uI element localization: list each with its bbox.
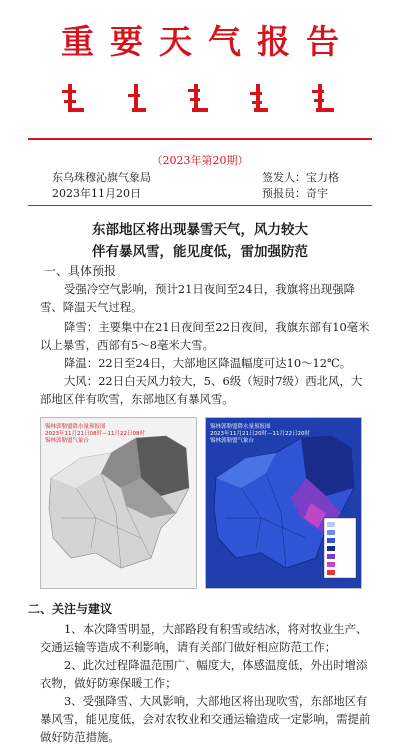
header-thin-rule [28,205,372,206]
precipitation-map-color [205,417,362,589]
advice-item-1: 1、本次降雪明显，大部路段有积雪或结冰，将对牧业生产、交通运输等造成不利影响，请有关部门做好相应防范工作； [40,622,368,654]
issue-number: （2023年第20期） [151,154,249,167]
snow-forecast: 降雪：主要集中在21日夜间至22日夜间，我旗东部有10毫米以上暴雪，西部有5～8毫米大雪。 [40,320,370,352]
forecaster-line: 预报员：奇宇 [262,187,328,200]
advice-item-3: 3、受强降雪、大风影响，大部地区将出现吹雪，东部地区有暴风雪，能见度低，会对农牧业和交通运输造成一定影响，需提前做好防范措施。 [40,694,371,744]
signer-line: 签发人：宝力格 [262,171,339,184]
report-title: 重要天气报告 [61,22,355,61]
forecast-intro: 受强冷空气影响，预计21日夜间至24日，我旗将出现强降雪、降温天气过程。 [40,282,355,314]
headline-line-2: 伴有暴风雪，能见度低，雷加强防范 [92,244,308,260]
headline-line-1: 东部地区将出现暴雪天气，风力较大 [92,222,308,238]
mongolian-script-title [60,80,340,116]
section-2-title: 二、关注与建议 [28,602,113,616]
issue-date: 2023年11月20日 [52,187,141,200]
precipitation-map-grey [40,417,197,589]
agency-name: 东乌珠穆沁旗气象局 [52,171,151,184]
temperature-forecast: 降温：22日至24日，大部地区降温幅度可达10～12℃。 [64,356,352,370]
forecast-maps [40,417,360,587]
advice-item-2: 2、此次过程降温范围广、幅度大，体感温度低，外出时增添衣物，做好防寒保暖工作； [40,658,368,690]
color-map-header: 锡林郭勒盟降水量预报图 2023年11月21日20时—11月22日20时 锡林郭勒盟气象台 [210,424,310,444]
section-1-title: 一、具体预报 [44,264,117,278]
grey-map-header: 锡林郭勒盟降水量预报图 2023年11月21日08时—11月22日08时 锡林郭勒盟气象台 [45,424,145,444]
header-red-rule [28,138,372,140]
wind-forecast: 大风：22日白天风力较大，5、6级（短时7级）西北风，大部地区伴有吹雪，东部地区有暴风雪。 [40,374,363,406]
